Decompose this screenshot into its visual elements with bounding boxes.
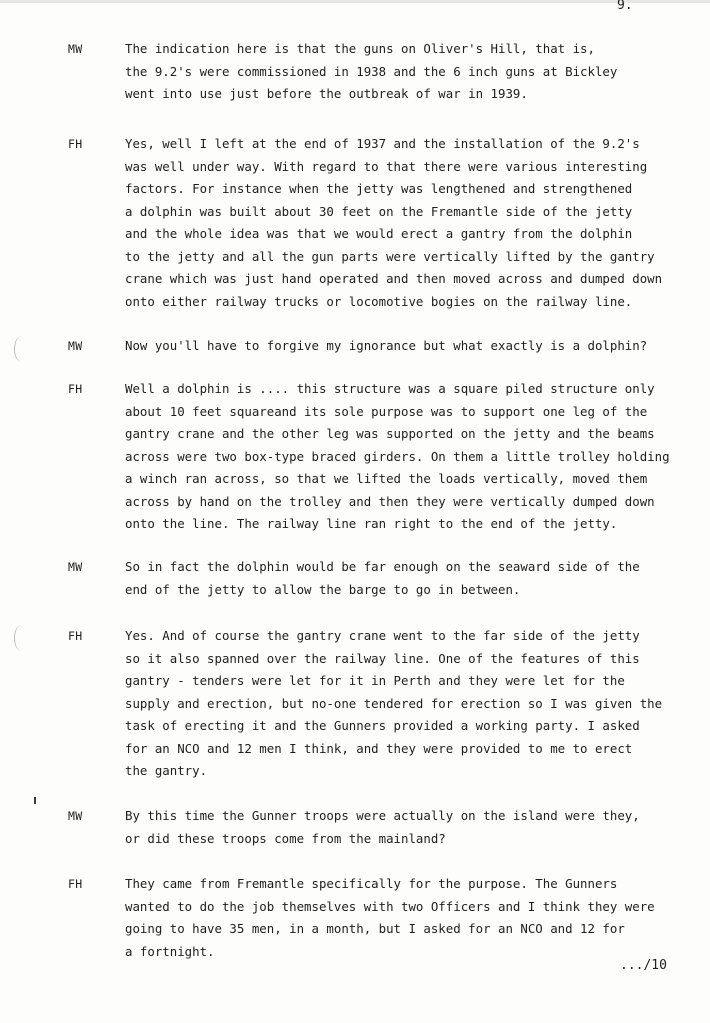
text-line: Well a dolphin is .... this structure was a square piled structure only — [125, 381, 655, 396]
text-line: a fortnight. — [125, 943, 215, 959]
page-top-edge — [0, 0, 710, 3]
text-line: crane which was just hand operated and then moved across and dumped down — [125, 271, 663, 286]
text-line: a winch ran across, so that we lifted the loads vertically, moved them — [125, 471, 648, 486]
text-line: They came from Fremantle specifically for the purpose. The Gunners — [125, 876, 618, 891]
text-line: onto the line. The railway line ran right to the end of the jetty. — [125, 516, 618, 531]
text-line: so it also spanned over the railway line. One of the features of this — [125, 650, 640, 666]
speaker-initials: MW — [68, 339, 83, 353]
speech-text — [125, 335, 685, 358]
speech-text — [125, 873, 685, 963]
punch-hole-mark — [14, 336, 29, 362]
speaker-initials: FH — [68, 382, 83, 396]
text-line: and the whole idea was that we would erect a gantry from the dolphin — [125, 226, 633, 241]
text-line: gantry - tenders were let for it in Perth and they were let for the — [125, 673, 625, 688]
text-line: The indication here is that the guns on Oliver's Hill, that is, — [125, 41, 595, 56]
text-line: going to have 35 men, in a month, but I asked for an NCO and 12 for — [125, 921, 625, 936]
text-line: the 9.2's were commissioned in 1938 and the 6 inch guns at Bickley — [125, 63, 618, 79]
text-line: wanted to do the job themselves with two Officers and I think they were — [125, 898, 655, 914]
text-line: supply and erection, but no-one tendered for erection so I was given the — [125, 695, 663, 711]
speaker-initials: FH — [68, 877, 83, 891]
text-line: across were two box-type braced girders. On them a little trolley holding — [125, 448, 670, 464]
speaker-initials: FH — [68, 629, 83, 643]
text-line: By this time the Gunner troops were actually on the island were they, — [125, 808, 640, 823]
speech-text — [125, 38, 685, 106]
punch-hole-mark — [14, 625, 29, 651]
text-line: about 10 feet squareand its sole purpose was to support one leg of the — [125, 403, 648, 419]
text-line: task of erecting it and the Gunners provided a working party. I asked — [125, 718, 640, 733]
text-line: went into use just before the outbreak of war in 1939. — [125, 86, 528, 101]
text-line: gantry crane and the other leg was supported on the jetty and the beams — [125, 426, 655, 441]
text-line: or did these troops come from the mainland? — [125, 830, 446, 846]
speaker-initials: MW — [68, 42, 83, 56]
page-number: 9. — [617, 0, 633, 13]
speech-text — [125, 556, 685, 601]
text-line: Yes. And of course the gantry crane went to the far side of the jetty — [125, 628, 640, 643]
text-line: for an NCO and 12 men I think, and they were provided to me to erect — [125, 740, 633, 756]
margin-mark — [34, 797, 36, 804]
speaker-initials: MW — [68, 560, 83, 574]
text-line: Yes, well I left at the end of 1937 and the installation of the 9.2's — [125, 136, 640, 151]
text-line: Now you'll have to forgive my ignorance but what exactly is a dolphin? — [125, 338, 648, 353]
text-line: was well under way. With regard to that there were various interesting — [125, 158, 648, 174]
text-line: across by hand on the trolley and then they were vertically dumped down — [125, 493, 655, 509]
text-line: onto either railway trucks or locomotive bogies on the railway line. — [125, 293, 633, 309]
text-line: to the jetty and all the gun parts were vertically lifted by the gantry — [125, 248, 655, 264]
speech-text — [125, 805, 685, 850]
speech-text — [125, 378, 685, 536]
text-line: the gantry. — [125, 763, 208, 778]
speaker-initials: MW — [68, 809, 83, 823]
text-line: a dolphin was built about 30 feet on the Fremantle side of the jetty — [125, 203, 633, 219]
speech-text — [125, 133, 685, 313]
text-line: end of the jetty to allow the barge to go in between. — [125, 581, 521, 597]
speaker-initials: FH — [68, 137, 83, 151]
continuation-marker: .../10 — [620, 958, 667, 973]
text-line: So in fact the dolphin would be far enough on the seaward side of the — [125, 559, 640, 574]
text-line: factors. For instance when the jetty was lengthened and strengthened — [125, 181, 633, 196]
speech-text — [125, 625, 685, 783]
